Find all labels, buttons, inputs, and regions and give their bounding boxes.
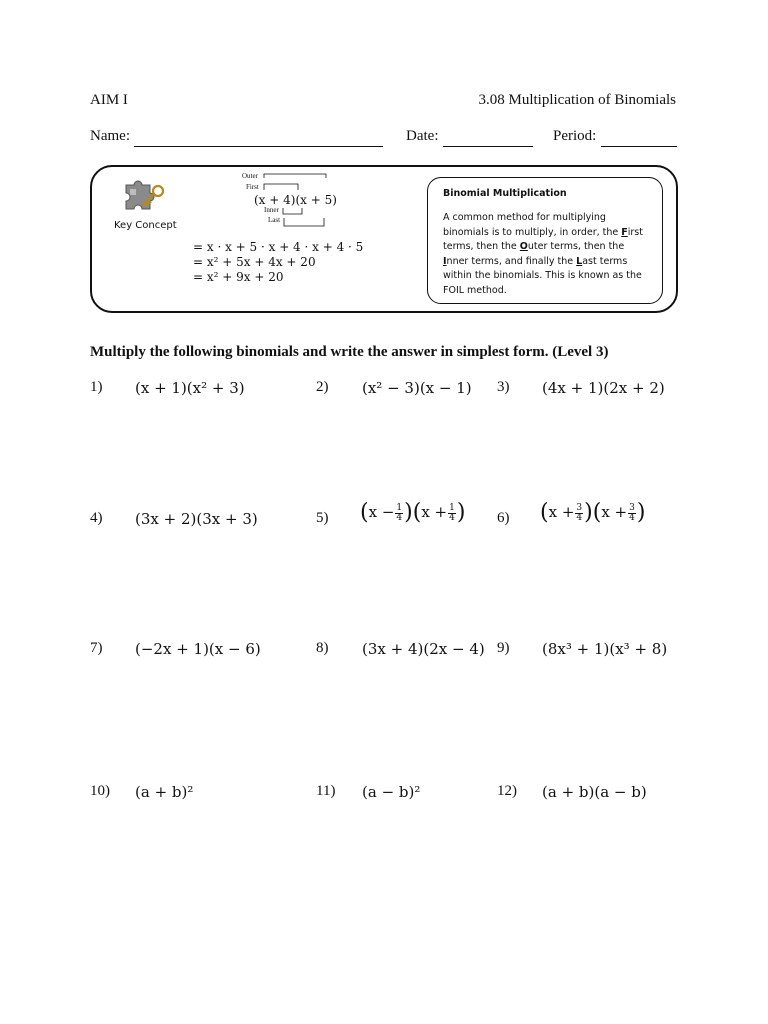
problem-number: 3) <box>497 379 510 395</box>
binomial-box-title: Binomial Multiplication <box>443 188 567 199</box>
problem-expression: (4x + 1)(2x + 2) <box>542 379 665 397</box>
problem-number: 1) <box>90 379 103 395</box>
problem-5-expression: (x − $\frac{1}{4}$ )(x + $\frac{1}{4}$ ) <box>360 500 466 525</box>
problem-expression: (a + b)² <box>135 783 194 801</box>
binomial-box-text: A common method for multiplying binomials is to multiply, in order, the First terms, then the Outer terms, then the Inner terms, and finally the Last terms within the binomials. This is known as the FOIL method. <box>443 212 643 296</box>
instructions: Multiply the following binomials and write the answer in simplest form. (Level 3) <box>90 344 609 360</box>
problem-number: 5) <box>316 510 329 526</box>
course-name: AIM I <box>90 92 128 108</box>
name-blank[interactable] <box>134 146 383 147</box>
foil-steps <box>193 240 363 285</box>
foil-step: = x · x + 5 · x + 4 · x + 4 · 5 <box>193 240 364 254</box>
problem-expression: (−2x + 1)(x − 6) <box>135 640 261 658</box>
problem-expression: (3x + 4)(2x − 4) <box>362 640 485 658</box>
foil-expression: (x + 4)(x + 5) <box>254 193 337 207</box>
period-blank[interactable] <box>601 146 677 147</box>
problem-number: 9) <box>497 640 510 656</box>
date-label: Date: <box>406 128 439 144</box>
period-label: Period: <box>553 128 597 144</box>
problem-number: 6) <box>497 510 510 526</box>
foil-inner-label: Inner <box>264 206 279 214</box>
problem-number: 11) <box>316 783 336 799</box>
lesson-title: 3.08 Multiplication of Binomials <box>478 92 676 108</box>
puzzle-key-icon <box>120 175 168 217</box>
binomial-multiplication-box <box>427 177 663 304</box>
key-concept-label: Key Concept <box>114 220 177 231</box>
foil-diagram <box>238 170 338 230</box>
foil-first-label: First <box>246 183 259 191</box>
problem-6-expression: (x + $\frac{3}{4}$ )(x + $\frac{3}{4}$ ) <box>540 500 646 525</box>
date-blank[interactable] <box>443 146 533 147</box>
problem-number: 12) <box>497 783 517 799</box>
problem-expression: (8x³ + 1)(x³ + 8) <box>542 640 668 658</box>
foil-last-label: Last <box>268 216 281 224</box>
problem-number: 2) <box>316 379 329 395</box>
problem-number: 8) <box>316 640 329 656</box>
problem-expression: (3x + 2)(3x + 3) <box>135 510 258 528</box>
foil-step: = x² + 9x + 20 <box>193 270 284 284</box>
problem-number: 4) <box>90 510 103 526</box>
problem-expression: (x² − 3)(x − 1) <box>362 379 472 397</box>
foil-outer-label: Outer <box>242 172 258 180</box>
name-label: Name: <box>90 128 130 144</box>
problem-number: 7) <box>90 640 103 656</box>
problem-expression: (x + 1)(x² + 3) <box>135 379 245 397</box>
problem-expression: (a + b)(a − b) <box>542 783 647 801</box>
foil-step: = x² + 5x + 4x + 20 <box>193 255 316 269</box>
problem-number: 10) <box>90 783 110 799</box>
problem-expression: (a − b)² <box>362 783 421 801</box>
